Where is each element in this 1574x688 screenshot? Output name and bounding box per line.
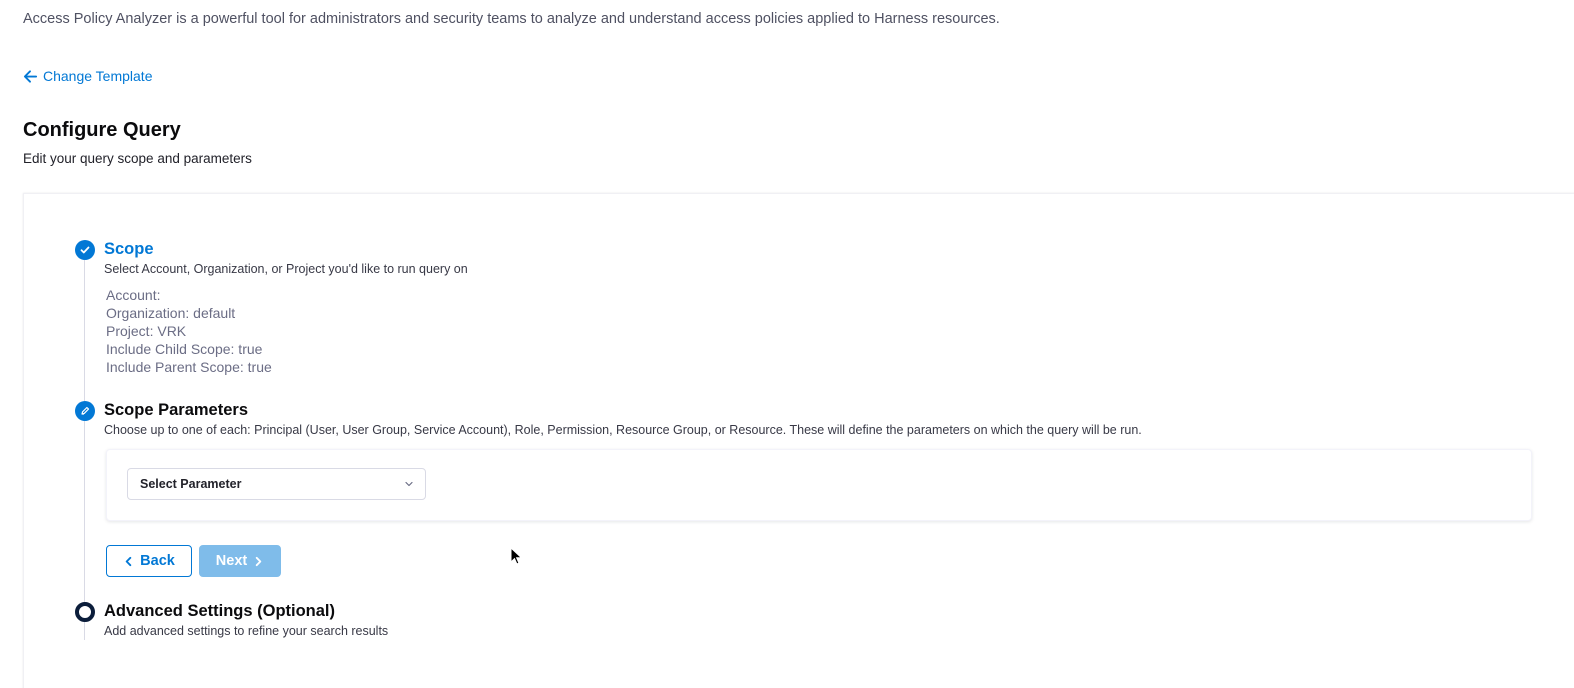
scope-values	[106, 286, 272, 376]
step-advanced-description: Add advanced settings to refine your search results	[104, 624, 389, 638]
step-scope-parameters-title: Scope Parameters	[104, 401, 248, 419]
edit-circle-icon	[75, 401, 95, 421]
change-template-link[interactable]	[23, 68, 152, 84]
page-subtitle: Edit your query scope and parameters	[23, 151, 252, 166]
step-scope-title[interactable]: Scope	[104, 240, 154, 258]
select-parameter-dropdown[interactable]	[127, 468, 426, 500]
step-scope-description: Select Account, Organization, or Project you'd like to run query on	[104, 262, 468, 276]
page-title: Configure Query	[23, 119, 181, 141]
scope-organization: Organization: default	[106, 305, 236, 321]
chevron-right-icon	[253, 556, 264, 567]
step-advanced-title: Advanced Settings (Optional)	[104, 602, 336, 620]
scope-include-child: Include Child Scope: true	[106, 341, 263, 357]
next-button[interactable]	[199, 545, 281, 577]
arrow-left-icon	[23, 69, 38, 84]
back-button-label: Back	[140, 553, 175, 569]
select-parameter-label: Select Parameter	[140, 477, 242, 491]
timeline-connector	[84, 622, 85, 640]
back-button[interactable]	[106, 545, 192, 577]
scope-include-parent: Include Parent Scope: true	[106, 359, 272, 375]
step-scope-parameters-description: Choose up to one of each: Principal (User, User Group, Service Account), Role, Permission, Resource Group, or Resource. These will define the parameters on which the query will be run.	[104, 423, 1142, 437]
timeline-connector	[84, 421, 85, 602]
scope-project: Project: VRK	[106, 323, 187, 339]
chevron-left-icon	[123, 556, 134, 567]
check-circle-icon	[75, 240, 95, 260]
intro-text: Access Policy Analyzer is a powerful tool for administrators and security teams to analyze and understand access policies applied to Harness resources.	[23, 11, 1000, 27]
pending-circle-icon	[75, 602, 95, 622]
next-button-label: Next	[215, 553, 248, 569]
chevron-down-icon	[403, 478, 415, 490]
mouse-cursor-icon	[510, 547, 522, 565]
scope-account: Account:	[106, 287, 161, 303]
timeline-connector	[84, 260, 85, 401]
change-template-label: Change Template	[43, 68, 153, 84]
